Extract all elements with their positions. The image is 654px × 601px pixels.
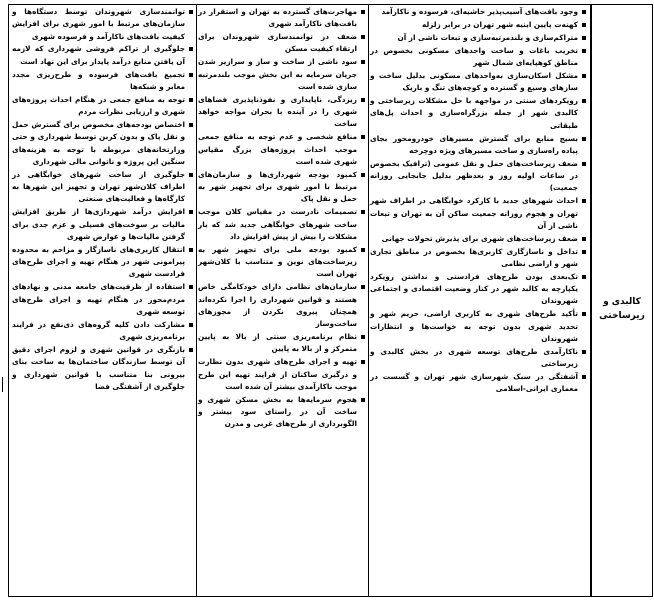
table-left-border	[8, 4, 9, 597]
list-item: متراکم‌سازی و بلندمرتبه‌سازی و تبعات ناشی از آن	[370, 32, 587, 44]
list-item: انتقال کاربری‌های ناسازگار و مزاحم به محدوده پیرامونی شهر در هنگام تهیه و اجرای طرح‌های فرادست شهری	[12, 244, 194, 281]
list-item: ناکارآمدی طرح‌های توسعه شهری در بخش کالبدی و زیرساختی	[370, 346, 587, 371]
list-item: رویکردهای سنتی در مواجهه با حل مشکلات زیرساختی و کالبدی شهر از جمله بزرگراه‌سازی و احداث پل‌های طبقاتی	[370, 95, 587, 132]
strategies-list	[12, 6, 194, 393]
list-item: مشارکت دادن کلیه گروه‌های ذی‌نفع در فرایند برنامه‌ریزی شهری	[12, 319, 194, 344]
list-item: بازنگری در قوانین شهری و لزوم اجرای دقیق آن توسط سازندگان ساختمان‌ها به ساخت بنای بیرونی بنا متناسب با قوانین شهرداری و جلوگیری از آشفتگی فضا	[12, 344, 194, 393]
list-item: مهاجرت‌های گسترده به تهران و استقرار در بافت‌های ناکارآمد شهری	[198, 6, 366, 31]
list-item: تداخل و ناسازگاری کاربری‌ها بخصوص در مناطق تجاری شهر و اراضی نظامی	[370, 246, 587, 271]
list-item: تصمیمات نادرست در مقیاس کلان موجب ساخت شهرهای خوابگاهی جدید شد که بار مشکلات را بیش از پیش افزایش داد	[198, 206, 366, 243]
list-item: توجه به منافع جمعی در هنگام احداث پروژه‌های شهری و ارزیابی نظرات مردم	[12, 94, 194, 119]
list-item: احداث شهرهای جدید با کارکرد خوابگاهی در اطراف شهر تهران و هجوم روزانه جمعیت ساکن آن به تهران و تبعات ناشی از آن	[370, 195, 587, 232]
column-divider	[590, 4, 592, 597]
threats-column	[198, 6, 366, 431]
list-item: جلوگیری از تراکم فروشی شهرداری که لازمه آن یافتن منابع درآمد پایدار برای این نهاد است	[12, 43, 194, 68]
category-cell	[594, 295, 650, 323]
threats-list	[198, 6, 366, 431]
list-item: ریزدگی، ناپایداری و نفوذناپذیری فضاهای شهری را در آینده با بحران مواجه خواهد ساخت	[198, 94, 366, 131]
weaknesses-list	[370, 6, 587, 396]
margin-mark	[2, 377, 3, 392]
list-item: توانمندسازی شهروندان توسط دستگاه‌ها و سازمان‌های مرتبط با امور شهری برای افزایش کیفیت بافت‌های ناکارآمد و فرسوده شهری	[12, 6, 194, 43]
table-top-border	[8, 4, 652, 5]
list-item: مشکل اسکان‌سازی به‌واحدهای مسکونی بدلیل ساخت و سازهای وسیع و گسترده و کوچه‌های تنگ و باریک	[370, 70, 587, 95]
list-item: کمبود بودجه ملی برای تجهیز شهر به زیرساخت‌های نوین و متناسب با کلان‌شهر تهران است	[198, 244, 366, 281]
list-item: تهیه و اجرای طرح‌های شهری بدون نظارت و درگیری ساکنان از فرایند تهیه این طرح موجب ناکارآمدی بیشتر آن شده است	[198, 356, 366, 393]
list-item: افزایش درآمد شهرداری‌ها از طریق افزایش مالیات بر سوخت‌های فسیلی و عزم جدی برای گرفتن مالیات‌ها و عوارض شهری	[12, 206, 194, 243]
column-divider	[368, 4, 369, 597]
list-item: نظام برنامه‌ریزی سنتی از بالا به پایین متمرکز و از بالا به پایین	[198, 331, 366, 356]
list-item: اختصاص بودجه‌های مخصوص برای گسترش حمل و نقل پاک و بدون کربن توسط شهرداری و حتی وزارتخانه‌های مربوطه با توجه به هزینه‌های سنگین این پروژه و ناتوانی مالی شهرداری	[12, 119, 194, 168]
list-item: تأکید طرح‌های شهری به کاربری اراضی، حریم شهر و تحدید شهری بدون توجه به خواست‌ها و انتظارات شهروندان	[370, 308, 587, 345]
table-right-border	[652, 4, 653, 597]
list-item: کمبود بودجه شهرداری‌ها و سازمان‌های مرتبط با امور شهری برای تجهیز شهر به حمل و نقل پاک	[198, 169, 366, 206]
list-item: ضعف زیرساخت‌های حمل و نقل عمومی (ترافیک بخصوص در ساعات اولیه روز و بعدظهر بدلیل جابجایی روزانه جمعیت)	[370, 158, 587, 195]
list-item: سازمان‌های نظامی دارای خودکامگی خاص هستند و قوانین شهرداری را اجرا نکرده‌اند همچنان پیروی نکردن از مجوزهای ساخت‌وساز	[198, 281, 366, 330]
list-item: ضعف در توانمندسازی شهروندان برای ارتقاء کیفیت مسکن	[198, 31, 366, 56]
table-bottom-border	[8, 596, 652, 597]
list-item: تخریب باغات و ساخت واحدهای مسکونی بخصوص در مناطق کوهپایه‌ای شمال شهر	[370, 45, 587, 70]
list-item: تک‌بعدی بودن طرح‌های فرادستی و نداشتن رویکرد یکپارچه به کالبد شهر در کنار وضعیت اقتصادی و اجتماعی شهروندان	[370, 271, 587, 308]
list-item: آشفتگی در سبک شهرسازی شهر تهران و گسست در معماری ایرانی-اسلامی	[370, 371, 587, 396]
strategies-column	[12, 6, 194, 394]
list-item: کهنه‌ت پایین ابنیه شهر تهران در برابر زلزله	[370, 19, 587, 31]
category-label-line1: کالبدی و	[603, 297, 641, 307]
list-item: منافع شخصی و عدم توجه به منافع جمعی موجب احداث پروژه‌های بزرگ مقیاس شهری شده است	[198, 131, 366, 168]
category-label-line2: زیرساختی	[599, 311, 645, 321]
list-item: جلوگیری از ساخت شهرهای خوابگاهی در اطراف کلان‌شهر تهران و تجهیز این شهرها به کارگاه‌ها و فعالیت‌های صنعتی	[12, 169, 194, 206]
list-item: سود ناشی از ساخت و ساز و سرازیر شدن جریان سرمایه به این بخش موجب بلندمرتبه سازی شده است	[198, 56, 366, 93]
list-item: هجوم سرمایه‌ها به بخش مسکن شهری و ساخت آن در راستای سود بیشتر و الگوبرداری از طرح‌های غربی و مدرن	[198, 394, 366, 431]
column-divider	[196, 4, 197, 597]
list-item: بسیج منابع برای گسترش مسیرهای خودرومحور بجای پیاده راه‌سازی و ساخت مسیرهای ویژه دوچرخه	[370, 133, 587, 158]
list-item: استفاده از ظرفیت‌های جامعه مدنی و نهادهای مردم‌محور در هنگام تهیه و اجرای طرح‌های توسعه شهری	[12, 281, 194, 318]
list-item: تجمیع بافت‌های فرسوده و طرح‌ریزی مجدد معابر و شبکه‌ها	[12, 69, 194, 94]
list-item: ضعف زیرساخت‌های شهری برای پذیرش تحولات جهانی	[370, 233, 587, 245]
list-item: وجود بافت‌های آسیب‌پذیر حاشیه‌ای، فرسوده و ناکارآمد	[370, 6, 587, 18]
weaknesses-column	[370, 6, 587, 396]
